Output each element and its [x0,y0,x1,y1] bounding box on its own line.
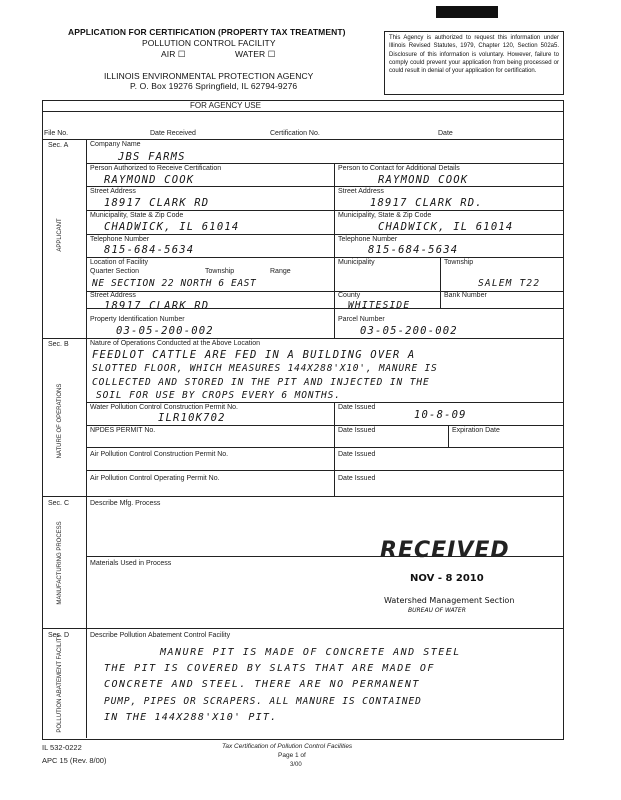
npdes-date-label: Date Issued [338,427,376,434]
file-no-label: File No. [44,130,69,137]
pollution-line-5[interactable]: IN THE 144X288'X10' PIT. [104,712,278,723]
sec-c-label: Sec. C [48,500,70,507]
describe-pollution-label: Describe Pollution Abatement Control Facility [90,632,231,639]
person-cert-value[interactable]: RAYMOND COOK [104,174,195,186]
range-label: Range [270,268,291,275]
received-date: NOV - 8 2010 [410,573,484,584]
phone-label-2: Telephone Number [338,236,398,243]
person-cert-label: Person Authorized to Receive Certification [90,165,222,172]
nature-label: Nature of Operations Conducted at the Above Location [90,340,261,347]
township-name-value[interactable]: SALEM T22 [478,278,541,289]
expiration-date-label: Expiration Date [452,427,500,434]
phone-value-1[interactable]: 815-684-5634 [104,244,195,256]
parcel-number-label: Parcel Number [338,316,385,323]
notice-text: This Agency is authorized to request this information under Illinois Revised Statutes, 1979, Chapter 120, Section 502a5. Disclosure of this information is voluntary. However, failure to comply could prevent your application from being processed or could result in denial of your application for certification. [389,35,559,75]
form-frame [42,100,564,740]
person-contact-label: Person to Contact for Additional Details [338,165,460,172]
describe-mfg-label: Describe Mfg. Process [90,500,161,507]
pollution-line-3[interactable]: CONCRETE AND STEEL. THERE ARE NO PERMANENT [104,679,420,690]
air-checkbox[interactable]: AIR ☐ [161,49,186,59]
agency-address: P. O. Box 19276 Springfield, IL 62794-9276 [130,81,298,91]
street-address-value-3[interactable]: 18917 CLARK RD [104,300,210,312]
date-label: Date [438,130,453,137]
property-id-label: Property Identification Number [90,316,185,323]
form-subtitle: POLLUTION CONTROL FACILITY [142,38,276,48]
location-values[interactable]: NE SECTION 22 NORTH 6 EAST [92,278,257,289]
sec-d-side: POLLUTION ABATEMENT FACILITY [57,633,63,733]
water-checkbox[interactable]: WATER ☐ [235,49,276,59]
municipality-label-3: Municipality [338,259,375,266]
footer-page: Page 1 of [278,752,306,759]
person-contact-value[interactable]: RAYMOND COOK [378,174,469,186]
nature-line-2[interactable]: SLOTTED FLOOR, WHICH MEASURES 144X288'X10', MANURE IS [92,363,438,374]
water-date-issued-label: Date Issued [338,404,376,411]
sec-a-label: Sec. A [48,142,69,149]
nature-line-4[interactable]: SOIL FOR USE BY CROPS EVERY 6 MONTHS. [96,390,341,401]
redaction-block [436,6,498,18]
phone-value-2[interactable]: 815-684-5634 [368,244,459,256]
phone-label-1: Telephone Number [90,236,150,243]
air-operating-date-label: Date Issued [338,475,376,482]
date-received-label: Date Received [150,130,196,137]
agency-name: ILLINOIS ENVIRONMENTAL PROTECTION AGENCY [104,71,314,81]
nature-line-3[interactable]: COLLECTED AND STORED IN THE PIT AND INJECTED IN THE [92,377,430,388]
notice-box [384,31,564,95]
street-address-label-2: Street Address [338,188,384,195]
parcel-number-value[interactable]: 03-05-200-002 [360,325,458,337]
pollution-line-1[interactable]: MANURE PIT IS MADE OF CONCRETE AND STEEL [160,647,461,658]
pollution-line-4[interactable]: PUMP, PIPES OR SCRAPERS. ALL MANURE IS CONTAINED [104,696,422,707]
street-address-label-3: Street Address [90,292,136,299]
county-value[interactable]: WHITESIDE [348,300,411,311]
street-address-label-1: Street Address [90,188,136,195]
township-label: Township [205,268,235,275]
sec-a-side: APPLICANT [57,218,63,252]
property-id-value[interactable]: 03-05-200-002 [116,325,214,337]
company-name-value[interactable]: JBS FARMS [118,151,186,163]
form-number: IL 532-0222 [42,743,82,752]
municipality-label-1: Municipality, State & Zip Code [90,212,184,219]
air-operating-label: Air Pollution Control Operating Permit No. [90,475,220,482]
nature-line-1[interactable]: FEEDLOT CATTLE ARE FED IN A BUILDING OVER A [92,349,416,361]
street-address-value-1[interactable]: 18917 CLARK RD [104,197,210,209]
form-revision: APC 15 (Rev. 8/00) [42,756,107,765]
agency-use-title: FOR AGENCY USE [190,101,261,110]
form-title: APPLICATION FOR CERTIFICATION (PROPERTY TAX TREATMENT) [68,27,346,37]
footer-date: 3/00 [290,762,302,768]
npdes-label: NPDES PERMIT No. [90,427,156,434]
received-section: Watershed Management Section [384,596,515,605]
sec-b-label: Sec. B [48,341,69,348]
pollution-line-2[interactable]: THE PIT IS COVERED BY SLATS THAT ARE MADE OF [104,663,435,674]
company-name-label: Company Name [90,141,141,148]
location-label: Location of Facility [90,259,148,266]
township-name-label: Township [444,259,474,266]
street-address-value-2[interactable]: 18917 CLARK RD. [370,197,483,209]
municipality-value-2[interactable]: CHADWICK, IL 61014 [378,221,514,233]
certification-no-label: Certification No. [270,130,320,137]
air-construction-date-label: Date Issued [338,451,376,458]
sec-b-side: NATURE OF OPERATIONS [57,383,63,459]
bank-number-label: Bank Number [444,292,487,299]
sec-c-side: MANUFACTURING PROCESS [57,521,63,605]
water-permit-value[interactable]: ILR10K702 [158,412,226,424]
water-date-issued-value[interactable]: 10-8-09 [414,409,467,421]
municipality-value-1[interactable]: CHADWICK, IL 61014 [104,221,240,233]
received-sub: BUREAU OF WATER [408,607,466,614]
footer-title: Tax Certification of Pollution Control Facilities [222,743,353,750]
water-permit-label: Water Pollution Control Construction Permit No. [90,404,238,411]
municipality-label-2: Municipality, State & Zip Code [338,212,432,219]
materials-label: Materials Used in Process [90,560,172,567]
sec-d-label: Sec. D [48,632,70,639]
air-construction-label: Air Pollution Control Construction Permit No. [90,451,229,458]
received-stamp: RECEIVED [380,538,510,563]
county-label: County [338,292,361,299]
quarter-section-label: Quarter Section [90,268,140,275]
